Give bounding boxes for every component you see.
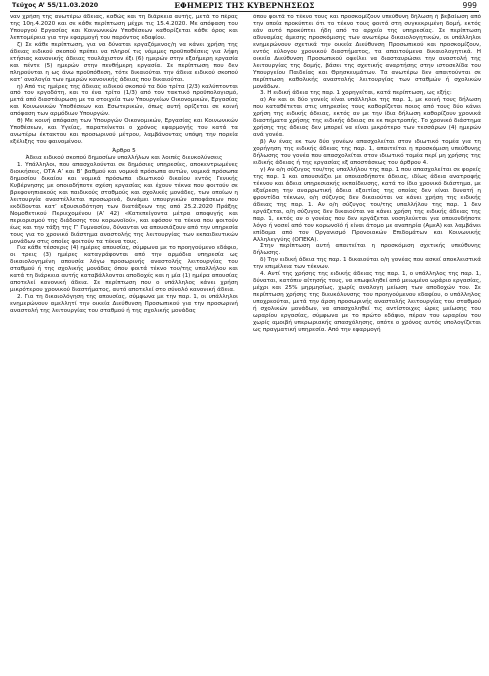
paragraph: 2. Για τη δικαιολόγηση της απουσίας, σύμφωνα με την παρ. 1, οι υπάλληλοι ενημερώνουν αμελλητί την οικεία Διεύθυνση Προσωπικού για την προσωρινή αναστολή της λειτουργίας του σταθμού ή της σχολικής μονάδας (10, 294, 238, 315)
paragraph: θ) Με κοινή απόφαση των Υπουργών Οικονομικών, Εργασίας και Κοινωνικών Υποθέσεων, και Υγείας, παρατείνεται ο χρόνος εφαρμογής του κατά τα ανωτέρω έκτακτου και προσωρινού μέτρου, λαμβάνοντας υπόψη την πορεία εξέλιξης του φαινομένου. (10, 118, 238, 146)
paragraph: όπου φοιτά το τέκνο τους και προσκομίζουν υπεύθυνη δήλωση ή βεβαίωση από την οποία προκύπτει ότι το τέκνο τους φοιτά στη συγκεκριμένη δομή, εκτός εάν αυτό προκύπτει ήδη από το αρχείο της υπηρεσίας. Σε περίπτωση αδυναμίας άμεσης προσκόμισης των ανωτέρω δικαιολογητικών, οι υπάλληλοι ενημερώνουν σχετικά την οικεία Διεύθυνση Προσωπικού και προσκομίζουν, εντός εύλογου χρονικού διαστήματος, τα απαιτούμενα δικαιολογητικά. Η οικεία Διεύθυνση Προσωπικού οφείλει να διασταυρώσει την αναστολή της λειτουργίας της δομής, βάσει της σχετικής αναρτήσης στην ιστοσελίδα του Υπουργείου Παιδείας και Θρησκευμάτων. Τα ανωτέρω δεν απαιτούνται σε περίπτωση καθολικής αναστολής λειτουργίας των σταθμών ή σχολικών μονάδων. (253, 14, 481, 90)
page-header (0, 0, 489, 14)
paragraph: δ) Την ειδική άδεια της παρ. 1 δικαιούται ο/η γονέας που ασκεί αποκλειστικά την επιμέλεια των τέκνων. (253, 257, 481, 271)
article-title: Άδεια ειδικού σκοπού δημοσίων υπαλλήλων και λοιπές διευκολύνσεις (25, 155, 223, 162)
paragraph: ναν χρήση της ανωτέρω άδειας, καθώς και τη διάρκεια αυτής, μετά το πέρας της 10η.4.2020 και σε κάθε περίπτωση μέχρι τις 15.4.2020. Με απόφαση του Υπουργού Εργασίας και Κοινωνικών Υποθέσεων καθορίζεται κάθε όρος και λεπτομέρεια για την εφαρμογή του παρόντος εδαφίου. (10, 14, 238, 41)
paragraph: β) Αν ένας εκ των δύο γονέων απασχολείται στον ιδιωτικό τομέα για τη χορήγηση της ειδικής άδειας της παρ. 1, απαιτείται η προσκόμιση υπεύθυνης δήλωσης του γονέα που απασχολείται στον ιδιωτικό τομέα περί μη χρήσης της ειδικής άδειας ή της εργασίας εξ αποστάσεως του άρθρου 4. (253, 139, 481, 167)
paragraph: η) Από τις ημέρες της άδειας ειδικού σκοπού τα δύο τρίτα (2/3) καλύπτονται από τον εργοδότη, και το ένα τρίτο (1/3) από τον τακτικό προϋπολογισμό, μετά από διαστάυρωση με τα στοιχεία των Υπουργείων Οικονομικών, Εργασίας και Κοινωνικών Υποθέσεων και Εσωτερικών, όπως αυτή ορίζεται σε κοινή απόφαση των αρμόδιων Υπουργών. (10, 83, 238, 118)
paragraph: Στην περίπτωση αυτή απαιτείται η προσκόμιση σχετικής υπεύθυνης δήλωσης. (253, 243, 481, 257)
paragraph: 3. Η ειδική άδεια της παρ. 1 χορηγείται, κατά περίπτωση, ως εξής: (260, 90, 452, 97)
gazette-title: ΕΦΗΜΕΡΙΣ ΤΗΣ ΚΥΒΕΡΝΗΣΕΩΣ (174, 1, 315, 10)
paragraph: α) Αν και οι δύο γονείς είναι υπάλληλοι της παρ. 1, με κοινή τους δήλωση που καταθέτεται στις υπηρεσίες τους καθορίζεται ποιος από τους δύο κάνει χρήση της ειδικής άδειας, εκτός αν με την ίδια δήλωση καθορίζουν χρονικά διαστήματα χρήσης της ειδικής άδειας σε εκ περιτροπής. Το χρονικό διάστημα χρήσης της άδειας δεν μπορεί να είναι μικρότερο των τεσσάρων (4) ημερών ανά γονέα. (253, 97, 481, 139)
paragraph: ζ) Σε κάθε περίπτωση, για να δύναται εργαζόμενος/η να κάνει χρήση της άδειας ειδικού σκοπού πρέπει να πληροί τις νόμιμες προϋποθέσεις για λήψη ετήσιας κανονικής άδειας τουλάχιστον έξι (6) ημερών στην εξαήμερη εργασία και πέντε (5) ημερών στην πενθήμερη εργασία. Σε περίπτωση που δεν πληρούνται η ως άνω προϋπόθεση, τότε δικαιούται την άδεια ειδικού σκοπού κατ’ αναλογία των ημερών κανονικής άδειας που δικαιούται. (10, 41, 238, 83)
paragraph: γ) Αν ο/η σύζυγος του/της υπαλλήλου της παρ. 1 που απασχολείται σε φορείς της παρ. 1 και απουσιάζει με οποιασδήποτε άδειας, ιδίως άδεια ανατροφής τέκνου και άδεια υπηρεσιακής εκπαίδευσης, κατά το ίδιο χρονικό διάστημα, με εξαίρεση την αναρρωτική άδεια εξαιτίας της οποίας δεν είναι δυνατή η φροντίδα τέκνων, ο/η σύζυγος δεν δικαιούται να κάνει χρήση της ειδικής άδειας της παρ. 1. Αν ο/η σύζυγος του/της υπαλλήλου της παρ. 1 δεν εργάζεται, ο/η σύζυγος δεν δικαιούται να κάνει χρήση της ειδικής άδειας της παρ. 1, εκτός αν ο γονέας που δεν εργάζεται νοσηλεύεται για οποιονδήποτε λόγο ή νοσεί από τον κορωνοϊό ή είναι άτομο με αναπηρία (ΑμεΑ) και λαμβάνει επίδομα από τον Οργανισμό Προνοιακών Επιδομάτων και Κοινωνικής Αλληλεγγύης (ΟΠΕΚΑ). (253, 166, 481, 243)
page-number: 999 (462, 1, 477, 10)
right-column (253, 14, 481, 672)
issue-label: Τεύχος A’ 55/11.03.2020 (12, 2, 99, 9)
paragraph: 4. Αντί της χρήσης της ειδικής άδειας της παρ. 1, ο υπάλληλος της παρ. 1, δύναται, κατόπιν αίτησής τους, να επωφεληθεί από μειωμένο ωράριο εργασίας, μέχρι και 25% μηρμησίως, χωρίς αναλογη μείωση των αποδοχών του. Σε περίπτωση χρήσης της διευκόλυνσης του προηγούμενου εδαφίου, ο υπάλληλος υποχρεούται, μετά την άρση προσωρινής αναστολής λειτουργίας του σταθμού ή σχολικών μονάδων, να απασχοληθεί τις αντίστοιχες ώρες μείωσης του ωραρίου εργασίας, σύμφωνα με το πρώτο εδάφιο, πέραν του ωραρίου του χωρίς αμοιβή υπερωριακής απασχόλησης, οπότε ο χρόνος αυτός υπολογίζεται ως πραγματική υπηρεσία. Από την εφαρμογή (253, 271, 481, 333)
header-rule (10, 11, 479, 12)
left-column (10, 14, 238, 672)
paragraph: 1. Υπάλληλοι, που απασχολούνται σε δημόσιες υπηρεσίες, αποκεντρωμένες διοικήσεις, ΟΤΑ Α’ και Β’ βαθμού και νομικά πρόσωπα αυτών, νομικά πρόσωπα δημοσίου δικαίου και νομικά πρόσωπα ιδιωτικού δικαίου εντός Γενικής Κυβέρνησης με οποιαδήποτε σχέση εργασίας και έχουν τέκνα που φοιτούν σε βρεφονηπιακούς και παιδικούς σταθμούς και σχολικές μονάδες, των οποίων η λειτουργία αναστέλλεται προσωρινά, δυνάμει υπουργικών αποφάσεων που εκδίδονται κατ’ εξουσιοδότηση των διατάξεων της από 25.2.2020 Πράξης Νομοθετικού Περιεχομένου (Α’ 42) «Κατεπείγοντα μέτρα αποφυγής και περιορισμού της διάδοσης του κορωνοϊού», και εφόσον τα τέκνα που φοιτούν έως και την τάξη της Γ’ Γυμνασίου, δύνανται να απουσιάζουν από την υπηρεσία τους για το χρονικό διάστημα αναστολής της λειτουργίας των εκπαιδευτικών μονάδων στις οποίες φοιτούν τα τέκνα τους. (10, 162, 238, 245)
article-number: Άρθρο 5 (112, 148, 136, 155)
paragraph: Για κάθε τέσσερις (4) ημέρες απουσίας, σύμφωνα με το προηγούμενο εδάφιο, οι τρεις (3) ημέρες καταγράφονται από την αρμόδια υπηρεσία ως δικαιολογημένη απουσία λόγω προσωρινής αναστολής λειτουργίας του σταθμού ή της σχολικής μονάδας όπου φοιτά τέκνο του/της υπαλλήλου και κατά τη διάρκεια αυτής καταβάλλονται αποδοχές και η μία (1) ημέρα απουσίας αποτελεί κανονική άδεια. Σε περίπτωση που ο υπάλληλος κάνει χρήση μικρότερου χρονικού διαστήματος, αυτό αποτελεί στο σύνολό κανονική άδεια. (10, 245, 238, 294)
